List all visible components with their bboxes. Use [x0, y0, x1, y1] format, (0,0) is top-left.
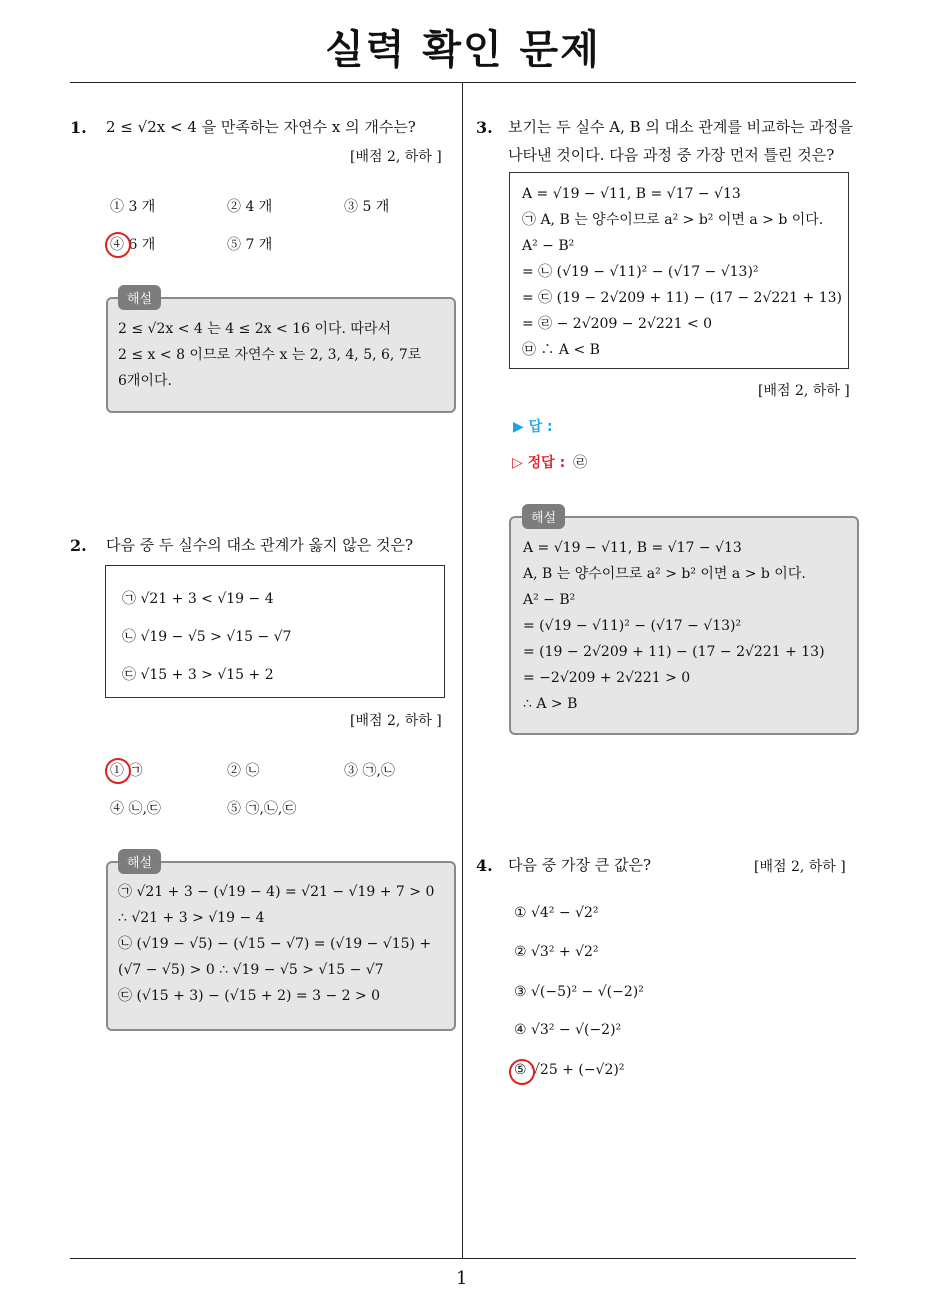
question-text: 다음 중 두 실수의 대소 관계가 옳지 않은 것은? — [106, 536, 414, 554]
selected-answer-mark — [509, 1059, 535, 1085]
option-5[interactable]: ⑤ ㉠,㉡,㉢ — [227, 801, 297, 817]
option-1[interactable]: ① ㉠ — [110, 763, 143, 779]
solution-box — [106, 297, 456, 413]
page-title: 실력 확인 문제 — [325, 27, 601, 73]
solution-line: ㉢ (√15 + 3) − (√15 + 2) = 3 − 2 > 0 — [118, 988, 381, 1004]
process-line: ㉠ A, B 는 양수이므로 a² > b² 이면 a > b 이다. — [522, 212, 824, 228]
answer-label: ▶ 답 : — [513, 419, 553, 435]
score-meta: [배점 2, 하하 ] — [758, 383, 850, 399]
process-line: = ㉣ − 2√209 − 2√221 < 0 — [522, 316, 713, 332]
solution-line: (√7 − √5) > 0 ∴ √19 − √5 > √15 − √7 — [118, 962, 384, 978]
statement-line: ㉡ √19 − √5 > √15 − √7 — [122, 629, 292, 645]
option-3[interactable]: ③ 5 개 — [344, 199, 390, 215]
option-2[interactable]: ② 4 개 — [227, 199, 273, 215]
column-divider — [462, 83, 463, 1258]
option-1[interactable]: ① 3 개 — [110, 199, 156, 215]
process-line: = ㉢ (19 − 2√209 + 11) − (17 − 2√221 + 13) — [522, 290, 842, 306]
score-meta: [배점 2, 하하 ] — [350, 149, 442, 165]
solution-tag: 해설 — [118, 285, 161, 310]
solution-line: = (√19 − √11)² − (√17 − √13)² — [523, 618, 742, 634]
process-line: A² − B² — [522, 238, 575, 254]
solution-line: ∴ A > B — [523, 696, 578, 712]
question-text: 다음 중 가장 큰 값은? — [508, 856, 652, 874]
solution-line: A = √19 − √11, B = √17 − √13 — [523, 540, 742, 556]
footer-rule — [70, 1258, 856, 1259]
question-text: 2 ≤ √2x < 4 을 만족하는 자연수 x 의 개수는? — [106, 118, 416, 136]
correct-answer-value: ㉣ — [573, 455, 588, 471]
solution-line: = (19 − 2√209 + 11) − (17 − 2√221 + 13) — [523, 644, 825, 660]
statement-line: ㉠ √21 + 3 < √19 − 4 — [122, 591, 274, 607]
question-text-line: 보기는 두 실수 A, B 의 대소 관계를 비교하는 과정을 — [508, 118, 853, 136]
solution-line: A² − B² — [523, 592, 576, 608]
solution-tag: 해설 — [522, 504, 565, 529]
solution-line: 6개이다. — [118, 373, 172, 389]
solution-line: ∴ √21 + 3 > √19 − 4 — [118, 910, 265, 926]
option-5[interactable]: ⑤ √25 + (−√2)² — [514, 1062, 625, 1078]
question-number: 3. — [476, 118, 493, 137]
solution-line: 2 ≤ x < 8 이므로 자연수 x 는 2, 3, 4, 5, 6, 7로 — [118, 347, 422, 363]
selected-answer-mark — [105, 758, 131, 784]
correct-answer-row — [512, 452, 587, 472]
solution-line: = −2√209 + 2√221 > 0 — [523, 670, 691, 686]
solution-line: 2 ≤ √2x < 4 는 4 ≤ 2x < 16 이다. 따라서 — [118, 321, 391, 337]
score-meta: [배점 2, 하하 ] — [350, 713, 442, 729]
process-line: A = √19 − √11, B = √17 − √13 — [522, 186, 741, 202]
question-number: 4. — [476, 856, 493, 875]
solution-box — [509, 516, 859, 735]
solution-line: A, B 는 양수이므로 a² > b² 이면 a > b 이다. — [523, 566, 806, 582]
process-line: ㉤ ∴ A < B — [522, 342, 600, 358]
statement-box — [105, 565, 445, 698]
score-meta: [배점 2, 하하 ] — [754, 859, 846, 875]
solution-line: ㉠ √21 + 3 − (√19 − 4) = √21 − √19 + 7 > 0 — [118, 884, 435, 900]
option-3[interactable]: ③ ㉠,㉡ — [344, 763, 395, 779]
option-3[interactable]: ③ √(−5)² − √(−2)² — [514, 984, 644, 1000]
option-4[interactable]: ④ ㉡,㉢ — [110, 801, 161, 817]
option-4[interactable]: ④ 6 개 — [110, 237, 156, 253]
process-line: = ㉡ (√19 − √11)² − (√17 − √13)² — [522, 264, 759, 280]
solution-tag: 해설 — [118, 849, 161, 874]
option-2[interactable]: ② ㉡ — [227, 763, 260, 779]
solution-box — [106, 861, 456, 1031]
option-4[interactable]: ④ √3² − √(−2)² — [514, 1022, 622, 1038]
question-text-line: 나타낸 것이다. 다음 과정 중 가장 먼저 틀린 것은? — [508, 146, 835, 164]
process-box — [509, 172, 849, 369]
solution-line: ㉡ (√19 − √5) − (√15 − √7) = (√19 − √15) + — [118, 936, 432, 952]
option-1[interactable]: ① √4² − √2² — [514, 905, 599, 921]
title-rule — [70, 82, 856, 83]
option-2[interactable]: ② √3² + √2² — [514, 944, 599, 960]
option-5[interactable]: ⑤ 7 개 — [227, 237, 273, 253]
statement-line: ㉢ √15 + 3 > √15 + 2 — [122, 667, 274, 683]
question-number: 2. — [70, 536, 87, 555]
question-number: 1. — [70, 118, 87, 137]
correct-answer-label: ▷ 정답 : — [512, 455, 566, 471]
page-number: 1 — [456, 1268, 468, 1289]
selected-answer-mark — [105, 232, 131, 258]
